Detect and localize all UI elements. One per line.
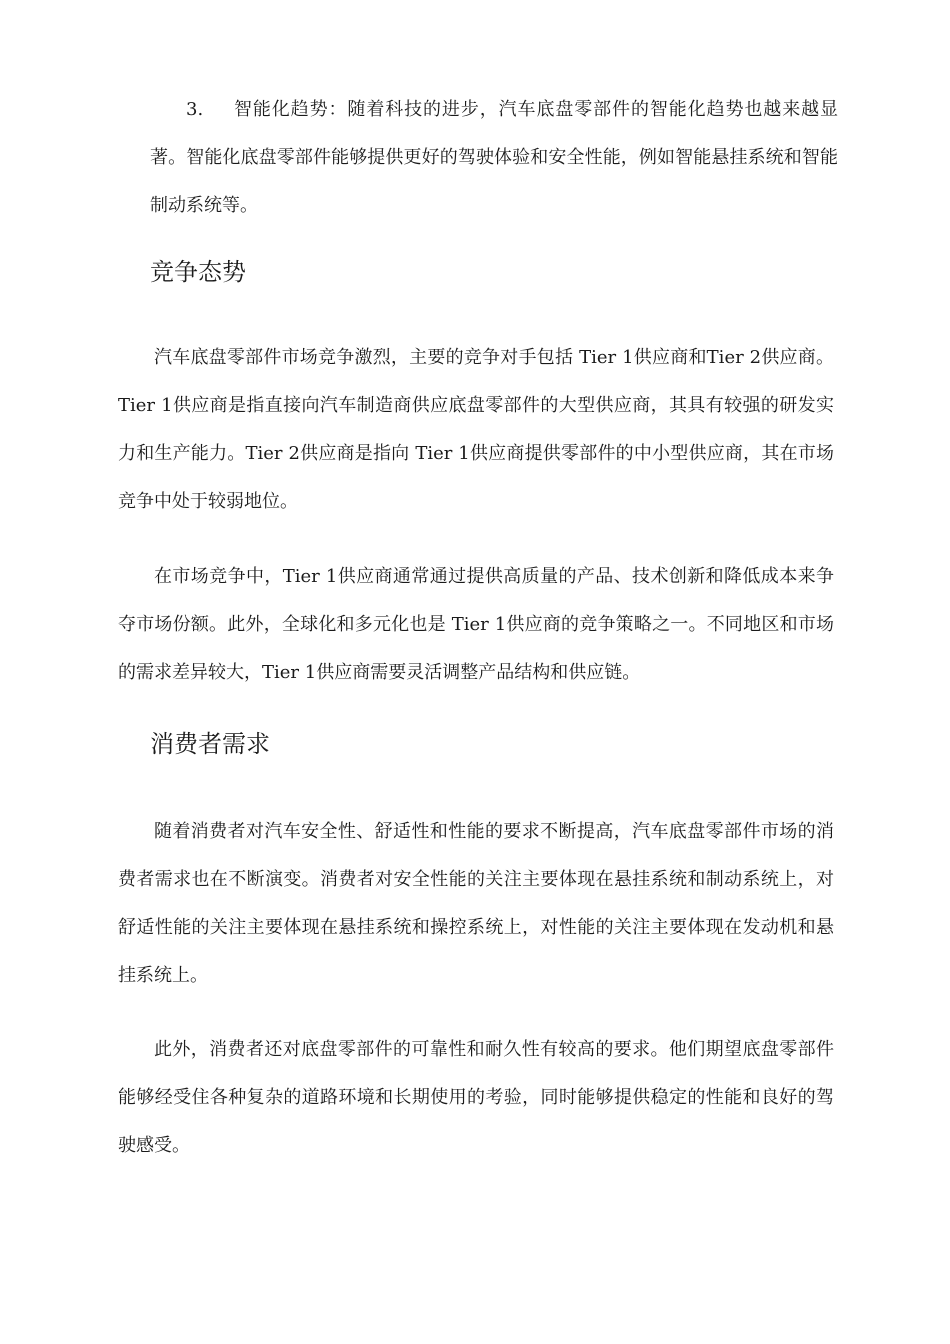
paragraph: 在市场竞争中，Tier 1供应商通常通过提供高质量的产品、技术创新和降低成本来争夺市场份额。此外，全球化和多元化也是 Tier 1供应商的竞争策略之一。不同地区和市场的需求差异较大，Tier 1供应商需要灵活调整产品结构和供应链。: [118, 566, 834, 683]
list-item-number: 3.: [186, 99, 204, 120]
numbered-list-item: [118, 86, 838, 230]
paragraph: 随着消费者对汽车安全性、舒适性和性能的要求不断提高，汽车底盘零部件市场的消费者需求也在不断演变。消费者对安全性能的关注主要体现在悬挂系统和制动系统上，对舒适性能的关注主要体现在悬挂系统和操控系统上，对性能的关注主要体现在发动机和悬挂系统上。: [118, 821, 834, 986]
paragraph: 汽车底盘零部件市场竞争激烈，主要的竞争对手包括 Tier 1供应商和Tier 2供应商。Tier 1供应商是指直接向汽车制造商供应底盘零部件的大型供应商，其具有较强的研发实力和生产能力。Tier 2供应商是指向 Tier 1供应商提供零部件的中小型供应商，其在市场竞争中处于较弱地位。: [118, 347, 834, 512]
section-heading-competition: 竞争态势: [150, 258, 246, 286]
list-item-text: 智能化趋势：随着科技的进步，汽车底盘零部件的智能化趋势也越来越显著。智能化底盘零部件能够提供更好的驾驶体验和安全性能，例如智能悬挂系统和智能制动系统等。: [150, 99, 838, 216]
paragraph: 此外，消费者还对底盘零部件的可靠性和耐久性有较高的要求。他们期望底盘零部件能够经受住各种复杂的道路环境和长期使用的考验，同时能够提供稳定的性能和良好的驾驶感受。: [118, 1039, 834, 1156]
section-heading-consumer-demand: 消费者需求: [150, 730, 270, 758]
